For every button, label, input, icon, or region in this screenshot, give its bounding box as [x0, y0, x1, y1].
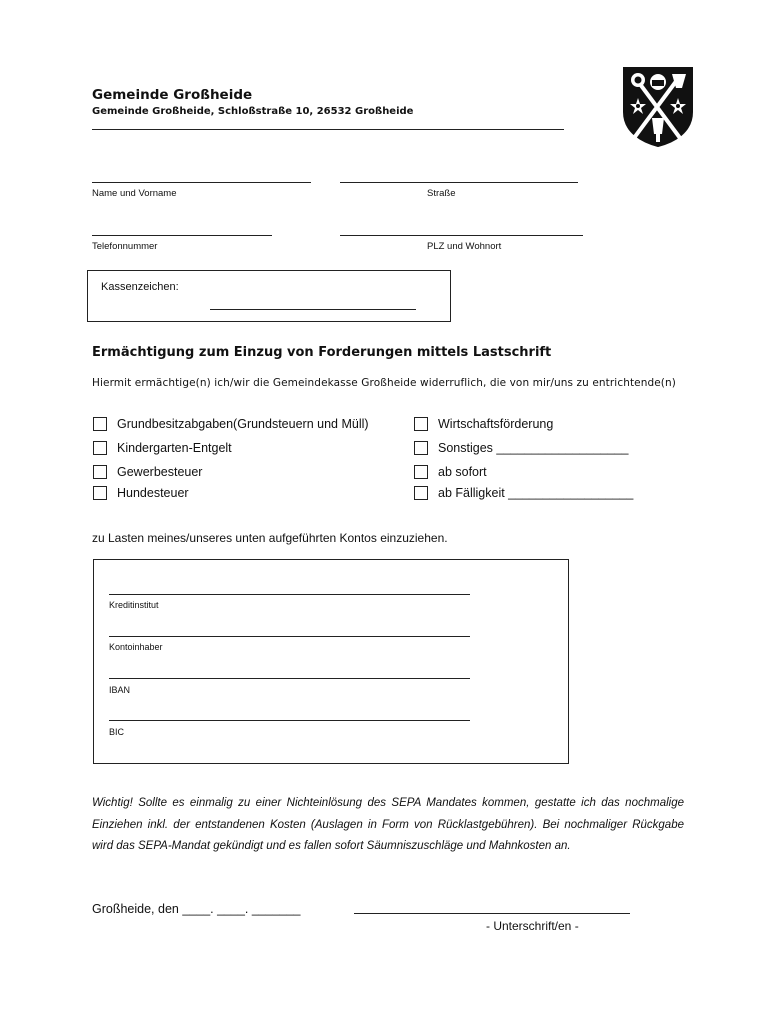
option-label: Grundbesitzabgaben(Grundsteuern und Müll) [117, 417, 369, 431]
iban-input-line[interactable] [109, 678, 470, 679]
kassenzeichen-label: Kassenzeichen: [101, 281, 179, 293]
option-wirtschaftsfoerderung[interactable] [414, 417, 553, 431]
checkbox[interactable] [93, 417, 107, 431]
option-grundbesitz[interactable] [93, 417, 369, 431]
checkbox[interactable] [93, 486, 107, 500]
section-title: Ermächtigung zum Einzug von Forderungen mittels Lastschrift [92, 345, 552, 360]
kassenzeichen-input-line[interactable] [210, 309, 416, 310]
option-label: Kindergarten-Entgelt [117, 441, 232, 455]
mandate-intro: Hiermit ermächtige(n) ich/wir die Gemeindekasse Großheide widerruflich, die von mir/uns zu entrichtende(n) [92, 377, 676, 389]
place-date-line[interactable]: Großheide, den ____. ____. _______ [92, 902, 301, 916]
kassenzeichen-box [87, 270, 451, 322]
phone-label: Telefonnummer [92, 241, 158, 252]
org-name: Gemeinde Großheide [92, 87, 253, 103]
name-label: Name und Vorname [92, 188, 177, 199]
bic-label: BIC [109, 727, 125, 737]
street-input-line[interactable] [340, 182, 578, 183]
city-input-line[interactable] [340, 235, 583, 236]
bank-details-box [93, 559, 569, 764]
header-divider [92, 129, 564, 130]
option-label: ab Fälligkeit __________________ [438, 486, 634, 500]
checkbox[interactable] [414, 417, 428, 431]
name-input-line[interactable] [92, 182, 311, 183]
signature-input-line[interactable] [354, 913, 630, 914]
option-gewerbesteuer[interactable] [93, 465, 202, 479]
option-ab-sofort[interactable] [414, 465, 487, 479]
kontoinhaber-input-line[interactable] [109, 636, 470, 637]
option-ab-faelligkeit[interactable] [414, 486, 633, 500]
checkbox[interactable] [93, 465, 107, 479]
bic-input-line[interactable] [109, 720, 470, 721]
important-note: Wichtig! Sollte es einmalig zu einer Nichteinlösung des SEPA Mandates kommen, gestatte ich das nochmalige Einziehen inkl. der entstandenen Kosten (Auslagen in Form von Rücklastgebühren). Bei nochmaliger Rückgabe wird das SEPA-Mandat gekündigt und es fallen sofort Säumniszuschläge und Mahnkosten an. [92, 797, 684, 852]
checkbox[interactable] [93, 441, 107, 455]
option-label: Sonstiges ___________________ [438, 441, 629, 455]
option-label: Wirtschaftsförderung [438, 417, 554, 431]
option-label: ab sofort [438, 465, 487, 479]
option-kindergarten[interactable] [93, 441, 232, 455]
org-address: Gemeinde Großheide, Schloßstraße 10, 26532 Großheide [92, 106, 414, 117]
street-label: Straße [427, 188, 456, 199]
checkbox[interactable] [414, 441, 428, 455]
kreditinstitut-label: Kreditinstitut [109, 600, 159, 610]
city-label: PLZ und Wohnort [427, 241, 502, 252]
option-label: Hundesteuer [117, 486, 189, 500]
option-hundesteuer[interactable] [93, 486, 189, 500]
debit-text: zu Lasten meines/unseres unten aufgeführten Kontos einzuziehen. [92, 531, 448, 545]
option-label: Gewerbesteuer [117, 465, 203, 479]
phone-input-line[interactable] [92, 235, 272, 236]
kontoinhaber-label: Kontoinhaber [109, 642, 163, 652]
kreditinstitut-input-line[interactable] [109, 594, 470, 595]
iban-label: IBAN [109, 685, 131, 695]
signature-caption: - Unterschrift/en - [486, 919, 579, 933]
checkbox[interactable] [414, 465, 428, 479]
option-sonstiges[interactable] [414, 441, 628, 455]
coat-of-arms-icon [622, 66, 694, 148]
checkbox[interactable] [414, 486, 428, 500]
